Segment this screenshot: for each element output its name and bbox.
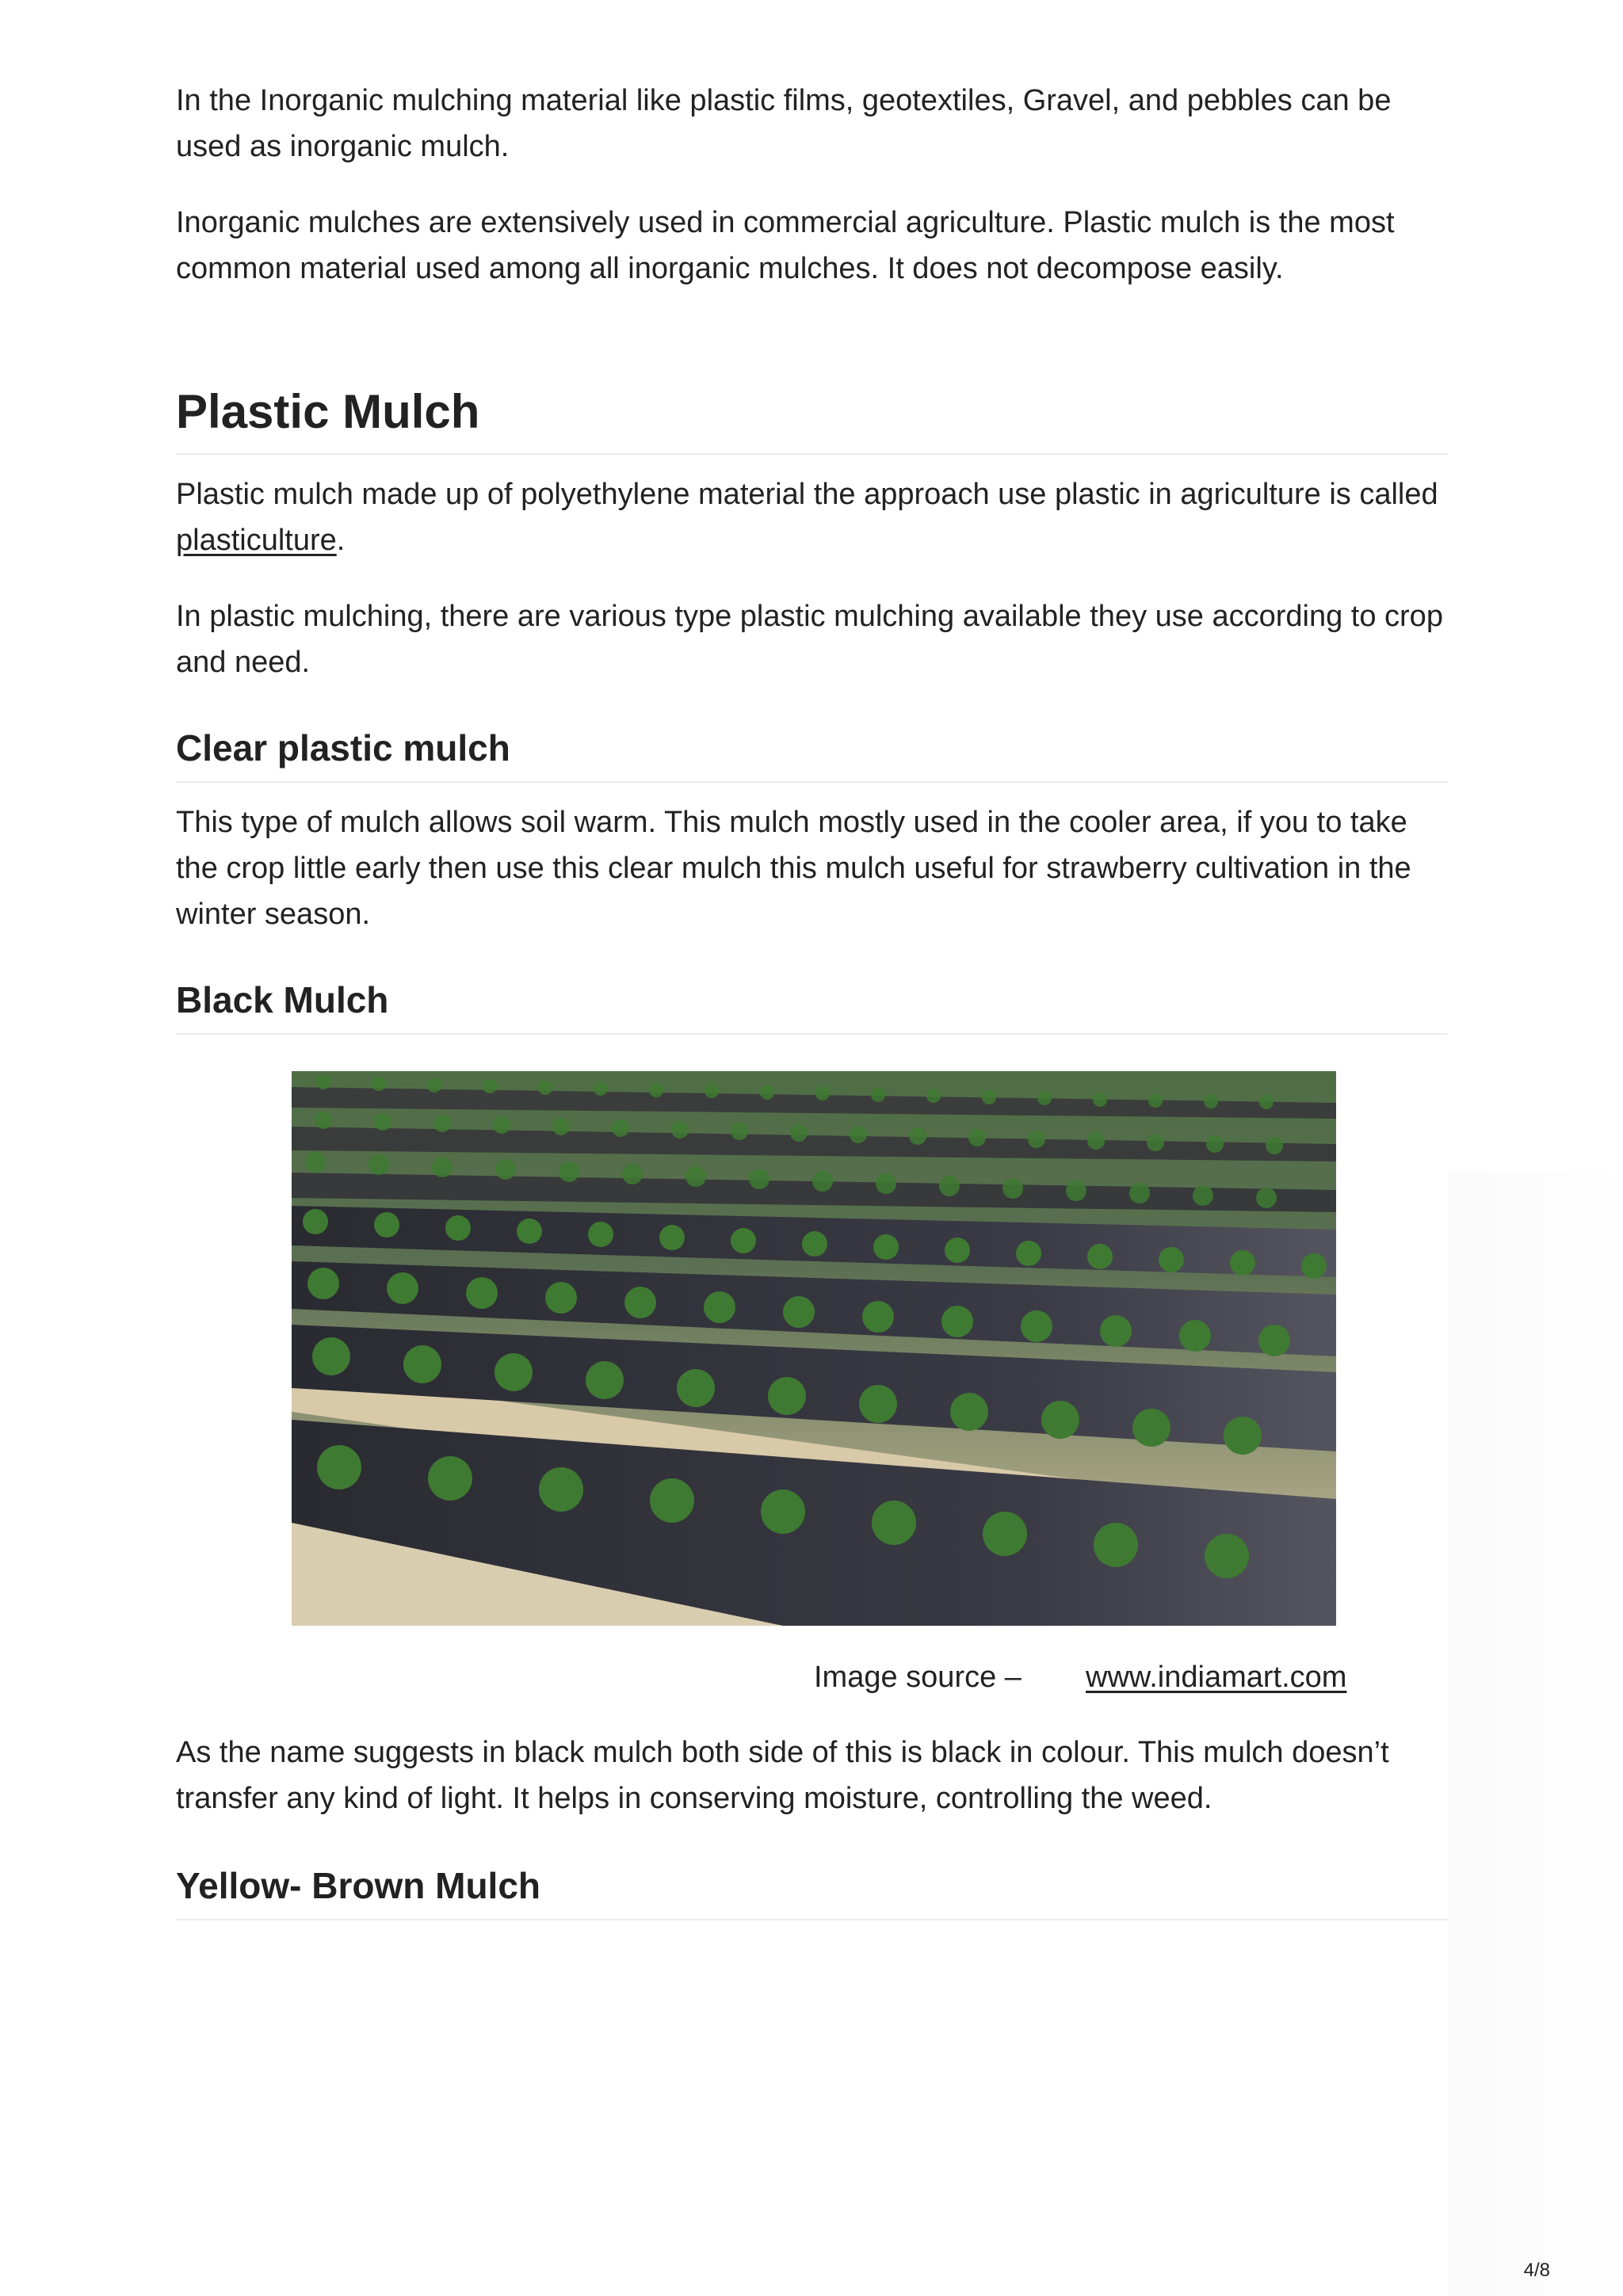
paragraph-black-mulch: As the name suggests in black mulch both side of this is black in colour. This mulch doesn’t transfer any kind of light. It helps in conserving moisture, controlling the weed. (176, 1736, 1389, 1815)
paragraph-plastic-mulch (176, 471, 1448, 563)
image-source-link[interactable]: www.indiamart.com (1086, 1661, 1347, 1694)
heading-plastic-mulch: Plastic Mulch (176, 382, 1448, 455)
plasticulture-link[interactable]: plasticulture (176, 524, 337, 557)
heading-black-mulch: Black Mulch (176, 976, 1448, 1035)
paragraph-plastic-mulch-text: Plastic mulch made up of polyethylene material the approach use plastic in agriculture is called (176, 478, 1438, 511)
page-number: 4/8 (1523, 2260, 1550, 2281)
paragraph-clear-mulch: This type of mulch allows soil warm. This mulch mostly used in the cooler area, if you to take the crop little early then use this clear mulch this mulch useful for strawberry cultivation in the winter season. (176, 806, 1411, 931)
far-rows (292, 1087, 1336, 1212)
black-mulch-photo (292, 1071, 1336, 1626)
heading-yellow-brown-mulch: Yellow- Brown Mulch (176, 1862, 1448, 1920)
paragraph-inorganic-materials: In the Inorganic mulching material like plastic films, geotextiles, Gravel, and pebbles can be used as inorganic mulch. (176, 84, 1392, 163)
paragraph-plastic-types: In plastic mulching, there are various type plastic mulching available they use according to crop and need. (176, 600, 1443, 679)
paragraph-inorganic-usage: Inorganic mulches are extensively used in commercial agriculture. Plastic mulch is the most common material used among all inorganic mulches. It does not decompose easily. (176, 206, 1395, 285)
black-mulch-field-illustration (292, 1071, 1336, 1626)
image-caption-label: Image source – (814, 1661, 1022, 1694)
paragraph-plastic-mulch-end: . (336, 524, 346, 557)
heading-clear-plastic-mulch: Clear plastic mulch (176, 724, 1448, 783)
page-margin-shade (1449, 1173, 1623, 2296)
